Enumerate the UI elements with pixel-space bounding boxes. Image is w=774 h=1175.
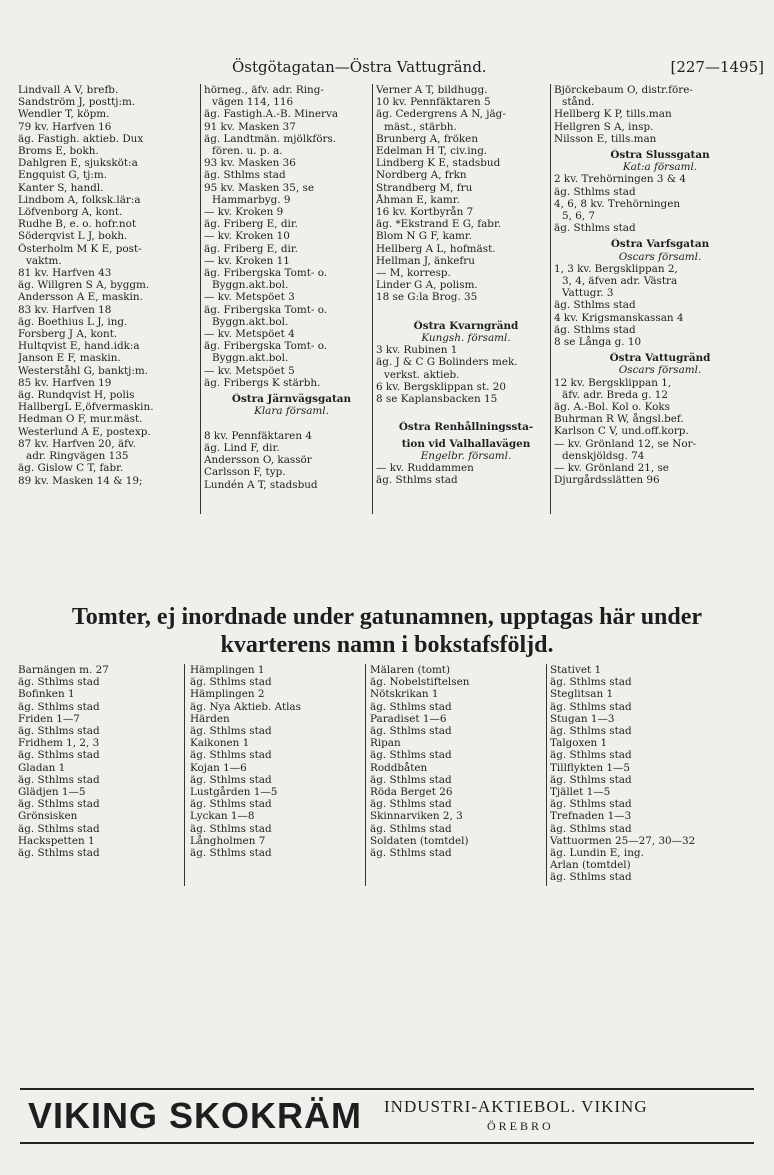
entry-line: Karlson C V, und.off.korp. (554, 425, 689, 438)
entry-line: äg. Rundqvist H, polis (18, 389, 135, 402)
entry-line: 79 kv. Harfven 16 (18, 120, 112, 133)
entry-line: — kv. Kroken 9 (204, 206, 284, 219)
entry-line: Dahlgren E, sjuksköt:a (18, 157, 138, 170)
entry-line: äg. Sthlms stad (370, 749, 452, 762)
entry-line: Östra Renhållningssta- (398, 421, 534, 434)
entry-line: äg. Fribergska Tomt- o. (204, 267, 328, 280)
entry-line: 12 kv. Bergsklippan 1, (554, 376, 672, 389)
directory-column-3 (376, 84, 556, 487)
entry-line: Nordberg A, frkn (376, 169, 467, 182)
entry-line: Westerståhl G, banktj:m. (18, 364, 149, 377)
entry-line: Byggn.akt.bol. (212, 352, 289, 365)
entry-line: — kv. Metspöet 5 (204, 364, 295, 377)
entry-line: Östra Järnvägsgatan (231, 393, 352, 406)
entry-line: äg. Cedergrens A N, jäg- (376, 108, 506, 121)
entry-line: Söderqvist L J, bokh. (18, 230, 128, 243)
entry-line: Linder G A, polism. (376, 279, 478, 292)
entry-line: — M, korresp. (376, 267, 451, 280)
entry-line: Bofinken 1 (18, 688, 75, 701)
entry-line: Hellberg A L, hofmäst. (376, 242, 496, 255)
entry-line: äg. Sthlms stad (18, 822, 100, 835)
entry-line: Strandberg M, fru (376, 181, 473, 194)
column-divider (546, 664, 547, 886)
entry-line: Westerlund A E, postexp. (18, 425, 151, 438)
entry-line: Janson E F, maskin. (18, 352, 121, 365)
entry-line: Roddbåten (370, 761, 428, 774)
entry-line: Kaikonen 1 (190, 737, 250, 750)
entry-line: Fridhem 1, 2, 3 (18, 737, 100, 750)
entry-line: Löfvenborg A, kont. (18, 206, 123, 219)
entry-line: — kv. Kroken 11 (204, 254, 290, 267)
entry-line: HallbergL E,öfvermaskin. (18, 401, 154, 414)
entry-line: äg. A.-Bol. Kol o. Koks (554, 401, 671, 414)
entry-line: äg. Sthlms stad (554, 299, 636, 312)
entry-line: 5, 6, 7 (562, 210, 596, 223)
entry-line: Oscars församl. (618, 364, 702, 377)
entry-line: Hammarbyg. 9 (212, 193, 291, 206)
entry-line: äg. Sthlms stad (550, 700, 632, 713)
entry-line: Trefnaden 1—3 (550, 810, 632, 823)
entry-line: tion vid Valhallavägen (401, 437, 531, 450)
entry-line: Kungsh. församl. (421, 332, 511, 345)
entry-line: Gladan 1 (18, 761, 66, 774)
entry-line: Engelbr. församl. (420, 449, 512, 462)
entry-line: Steglitsan 1 (550, 688, 614, 701)
entry-line: Vattuormen 25—27, 30—32 (550, 834, 696, 847)
entry-line: Rudhe B, e. o. hofr.not (18, 218, 137, 231)
entry-line: äg. Sthlms stad (190, 725, 272, 738)
entry-line: Mälaren (tomt) (370, 664, 451, 676)
entry-line: Österholm M K E, post- (18, 242, 142, 255)
entry-line: äg. Sthlms stad (370, 725, 452, 738)
entry-line: äg. J & C G Bolinders mek. (376, 356, 518, 369)
entry-line: Hellberg K P, tills.man (554, 108, 672, 121)
entry-line: Hämplingen 2 (190, 688, 265, 701)
entry-line: stånd. (562, 96, 595, 109)
entry-line: äg. Fastigh.A.-B. Minerva (204, 108, 339, 121)
entry-line (376, 405, 556, 417)
entry-line: äg. Nobelstiftelsen (370, 676, 470, 689)
entry-line: Ripan (370, 737, 401, 750)
entry-line (204, 417, 379, 429)
entry-line: adr. Ringvägen 135 (26, 450, 129, 463)
advert-rule-bottom (20, 1142, 754, 1144)
lots-column-4 (550, 664, 766, 884)
entry-line: Klara församl. (254, 405, 329, 418)
entry-line: Nötskrikan 1 (370, 688, 439, 701)
entry-line: Långholmen 7 (190, 834, 266, 847)
entry-line: äg. Sthlms stad (550, 798, 632, 811)
entry-line: 83 kv. Harfven 18 (18, 303, 112, 316)
page-range: [227—1495] (670, 58, 764, 76)
entry-line: Forsberg J A, kont. (18, 328, 118, 341)
entry-line: äg. Fribergs K stärbh. (204, 376, 321, 389)
directory-column-2 (204, 84, 379, 491)
entry-line: äg. Sthlms stad (18, 847, 100, 860)
entry-line: denskjöldsg. 74 (562, 449, 645, 462)
entry-line: Brunberg A, fröken (376, 132, 479, 145)
entry-line: äg. Sthlms stad (550, 725, 632, 738)
entry-line: Stativet 1 (550, 664, 602, 676)
entry-line: — kv. Kroken 10 (204, 230, 290, 243)
entry-line: Sandström J, posttj:m. (18, 96, 136, 109)
directory-columns (18, 84, 766, 524)
entry-line: 91 kv. Masken 37 (204, 120, 296, 133)
entry-line: Kat:a församl. (622, 161, 698, 174)
entry-line: äg. Fastigh. aktieb. Dux (18, 132, 144, 145)
entry-line: Andersson O, kassör (204, 454, 312, 467)
entry-line: Hellgren S A, insp. (554, 120, 654, 133)
entry-line: Byggn.akt.bol. (212, 315, 289, 328)
entry-line: vägen 114, 116 (212, 96, 294, 109)
advert-company: INDUSTRI-AKTIEBOL. VIKING (384, 1097, 648, 1116)
column-divider (365, 664, 366, 886)
entry-line: 3 kv. Rubinen 1 (376, 344, 458, 357)
entry-line: äg. Sthlms stad (370, 700, 452, 713)
lots-column-1 (18, 664, 183, 859)
entry-line: Buhrman R W, ångsl.bef. (554, 413, 684, 426)
entry-line: äg. Sthlms stad (204, 169, 286, 182)
entry-line: 18 se G:la Brog. 35 (376, 291, 478, 304)
entry-line: äg. Sthlms stad (370, 847, 452, 860)
advert-brand: VIKING SKOKRÄM (28, 1095, 363, 1136)
entry-line: äg. Fribergska Tomt- o. (204, 303, 328, 316)
entry-line: Blom N G F, kamr. (376, 230, 473, 243)
entry-line: Skinnarviken 2, 3 (370, 810, 463, 823)
entry-line: 2 kv. Trehörningen 3 & 4 (554, 173, 686, 186)
entry-line: — kv. Metspöet 4 (204, 328, 295, 341)
entry-line: mäst., stärbh. (384, 120, 457, 133)
advert-city: ÖREBRO (487, 1119, 554, 1133)
entry-line: äg. Sthlms stad (18, 749, 100, 762)
entry-line: 4 kv. Krigsmanskassan 4 (554, 311, 684, 324)
entry-line: 95 kv. Masken 35, se (204, 181, 314, 194)
section-title (0, 603, 774, 659)
entry-line: äg. Sthlms stad (18, 773, 100, 786)
entry-line: Barnängen m. 27 (18, 664, 109, 676)
page-title: Östgötagatan—Östra Vattugränd. (232, 58, 487, 76)
entry-line: äg. Sthlms stad (190, 847, 272, 860)
entry-line: verkst. aktieb. (384, 368, 460, 381)
entry-line: Hackspetten 1 (18, 834, 95, 847)
column-divider (550, 84, 551, 514)
entry-line: äg. Friberg E, dir. (204, 218, 298, 231)
entry-line: Soldaten (tomtdel) (370, 834, 469, 847)
entry-line: Härden (190, 712, 230, 725)
entry-line: Glädjen 1—5 (18, 786, 86, 799)
entry-line: vaktm. (26, 254, 62, 267)
entry-line: äfv. adr. Breda g. 12 (562, 388, 668, 401)
lots-column-3 (370, 664, 540, 859)
entry-line: Byggn.akt.bol. (212, 279, 289, 292)
entry-line: äg. Sthlms stad (190, 773, 272, 786)
entry-line: Talgoxen 1 (550, 737, 608, 750)
entry-line: äg. Sthlms stad (370, 798, 452, 811)
entry-line: äg. Lind F, dir. (204, 441, 280, 454)
section-title-line-2: kvarterens namn i bokstafsföljd. (220, 632, 554, 658)
entry-line: äg. Sthlms stad (370, 822, 452, 835)
entry-line: 87 kv. Harfven 20, äfv. (18, 437, 136, 450)
entry-line: — kv. Ruddammen (376, 462, 474, 475)
entry-line: Andersson A E, maskin. (18, 291, 143, 304)
entry-line: Tillflykten 1—5 (550, 761, 630, 774)
entry-line: äg. Friberg E, dir. (204, 242, 298, 255)
entry-line: Lustgården 1—5 (190, 786, 278, 799)
advert-rule-top (20, 1088, 754, 1090)
entry-line: Engquist G, tj:m. (18, 169, 107, 182)
entry-line: äg. Sthlms stad (190, 749, 272, 762)
column-divider (200, 84, 201, 514)
entry-line: — kv. Metspöet 3 (204, 291, 295, 304)
entry-line: Broms E, bokh. (18, 145, 99, 158)
entry-line: — kv. Grönland 21, se (554, 462, 669, 475)
entry-line: 89 kv. Masken 14 & 19; (18, 474, 143, 487)
entry-line: 6 kv. Bergsklippan st. 20 (376, 380, 506, 393)
entry-line: äg. Boethius L J, ing. (18, 315, 128, 328)
entry-line: Lundén A T, stadsbud (204, 478, 318, 491)
entry-line: 8 se Kaplansbacken 15 (376, 393, 498, 406)
entry-line: Hämplingen 1 (190, 664, 265, 676)
entry-line: Östra Varfsgatan (610, 238, 710, 251)
entry-line: Oscars församl. (618, 250, 702, 263)
entry-line: 3, 4, äfven adr. Västra (562, 275, 678, 288)
entry-line: 93 kv. Masken 36 (204, 157, 296, 170)
entry-line: Djurgårdsslätten 96 (554, 474, 660, 487)
entry-line: Hellman J, änkefru (376, 254, 475, 267)
entry-line: 10 kv. Pennfäktaren 5 (376, 96, 491, 109)
entry-line: äg. Sthlms stad (190, 822, 272, 835)
entry-line: äg. Sthlms stad (554, 323, 636, 336)
entry-line: Östra Kvarngränd (413, 319, 519, 332)
lots-column-2 (190, 664, 360, 859)
entry-line: äg. Sthlms stad (554, 185, 636, 198)
entry-line: äg. Sthlms stad (18, 676, 100, 689)
entry-line: Grönsisken (18, 810, 78, 823)
entry-line: fören. u. p. a. (212, 145, 283, 158)
entry-line: äg. Lundin E, ing. (550, 847, 644, 860)
entry-line: Lindbom A, folksk.lär:a (18, 193, 141, 206)
entry-line: äg. Sthlms stad (18, 700, 100, 713)
entry-line: Östra Vattugränd (609, 352, 711, 365)
entry-line: äg. *Ekstrand E G, fabr. (376, 218, 502, 231)
entry-line: äg. Sthlms stad (550, 822, 632, 835)
entry-line: äg. Sthlms stad (18, 798, 100, 811)
entry-line: 8 se Långa g. 10 (554, 336, 642, 349)
entry-line: Röda Berget 26 (370, 786, 453, 799)
entry-line: 4, 6, 8 kv. Trehörningen (554, 197, 681, 210)
entry-line: Carlsson F, typ. (204, 466, 286, 479)
page-header (0, 58, 774, 78)
entry-line: 16 kv. Kortbyrån 7 (376, 206, 474, 219)
entry-line: Lyckan 1—8 (190, 810, 255, 823)
entry-line: Åhman E, kamr. (376, 193, 460, 206)
entry-line: Lindvall A V, brefb. (18, 84, 119, 96)
entry-line: 1, 3 kv. Bergsklippan 2, (554, 262, 678, 275)
entry-line: äg. Gislow C T, fabr. (18, 462, 124, 475)
entry-line: äg. Sthlms stad (550, 773, 632, 786)
directory-column-4 (554, 84, 766, 487)
lots-columns (18, 664, 766, 924)
entry-line: Lindberg K E, stadsbud (376, 157, 501, 170)
entry-line: Tjället 1—5 (550, 786, 611, 799)
column-divider (372, 84, 373, 514)
entry-line: hörneg., äfv. adr. Ring- (204, 84, 324, 96)
column-divider (184, 664, 185, 886)
entry-line: Östra Slussgatan (610, 149, 710, 162)
entry-line: äg. Sthlms stad (190, 676, 272, 689)
entry-line: äg. Sthlms stad (554, 222, 636, 235)
entry-line (376, 304, 556, 316)
entry-line: 8 kv. Pennfäktaren 4 (204, 429, 312, 442)
entry-line: 81 kv. Harfven 43 (18, 267, 112, 280)
entry-line: Björckebaum O, distr.före- (554, 84, 693, 96)
entry-line: äg. Willgren S A, byggm. (18, 279, 150, 292)
entry-line: Friden 1—7 (18, 712, 80, 725)
entry-line: Kojan 1—6 (190, 761, 247, 774)
entry-line: äg. Nya Aktieb. Atlas (190, 700, 301, 713)
entry-line: äg. Sthlms stad (18, 725, 100, 738)
directory-column-1 (18, 84, 188, 487)
entry-line: äg. Sthlms stad (190, 798, 272, 811)
entry-line: äg. Sthlms stad (550, 676, 632, 689)
entry-line: äg. Sthlms stad (550, 749, 632, 762)
entry-line: Edelman H T, civ.ing. (376, 145, 488, 158)
entry-line: Nilsson E, tills.man (554, 132, 657, 145)
entry-line: äg. Sthlms stad (370, 773, 452, 786)
entry-line: Paradiset 1—6 (370, 712, 447, 725)
entry-line: Arlan (tomtdel) (550, 859, 631, 872)
entry-line: äg. Fribergska Tomt- o. (204, 340, 328, 353)
entry-line: Hedman O F, mur.mäst. (18, 413, 143, 426)
entry-line: äg. Sthlms stad (376, 474, 458, 487)
entry-line: äg. Sthlms stad (550, 871, 632, 884)
entry-line: Kanter S, handl. (18, 181, 104, 194)
entry-line: Wendler T, köpm. (18, 108, 110, 121)
entry-line: 85 kv. Harfven 19 (18, 376, 112, 389)
section-title-line-1: Tomter, ej inordnade under gatunamnen, upptagas här under (71, 604, 703, 630)
entry-line: — kv. Grönland 12, se Nor- (554, 437, 697, 450)
entry-line: Hultqvist E, hand.idk:a (18, 340, 140, 353)
entry-line: Stugan 1—3 (550, 712, 615, 725)
entry-line: äg. Landtmän. mjölkförs. (204, 132, 337, 145)
entry-line: Verner A T, bildhugg. (376, 84, 488, 96)
entry-line: Vattugr. 3 (562, 287, 614, 300)
